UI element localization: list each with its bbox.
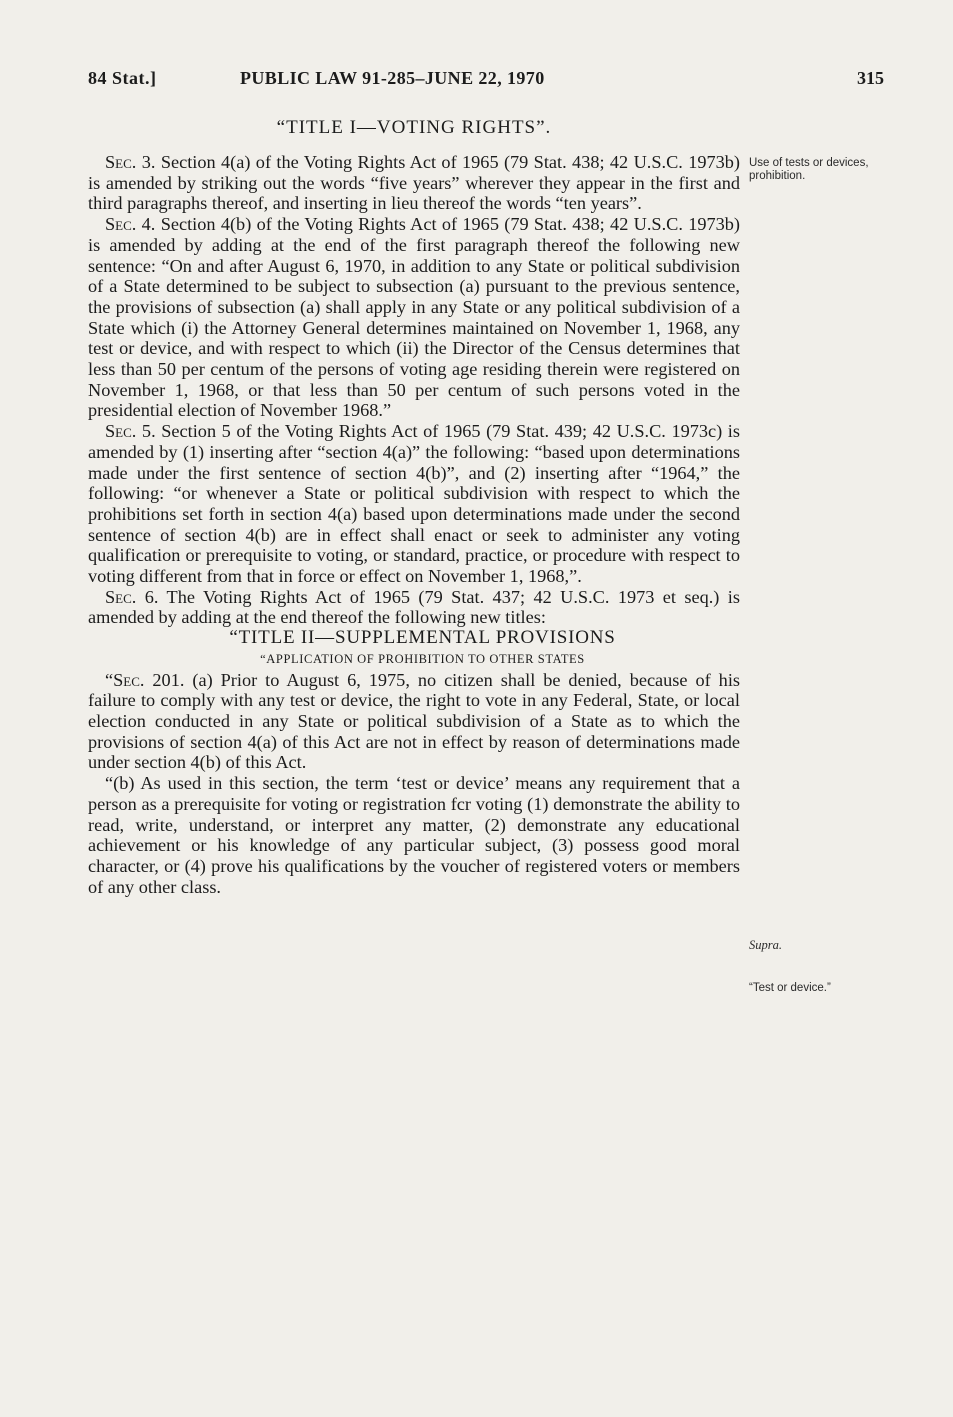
section-201-lead: “Sec. 201. [105, 669, 185, 690]
section-4-text: Section 4(b) of the Voting Rights Act of 1965 (79 Stat. 438; 42 U.S.C. 1973b) is amended by adding at the end of the first paragraph thereof the following new sentence: “On and after August 6, 1970, in addition to any State or political subdivision of a State determined to be subject to subsection (a) pursuant to the previous sentence, the provisions of subsection (a) shall apply in any State or any political subdivision of a State which (i) the Attorney General determines maintained on November 1, 1968, any test or device, and with respect to which (ii) the Director of the Census determines that less than 50 per centum of the persons of voting age residing therein were registered on November 1, 1968, or that less than 50 per centum of such persons voted in the presidential election of November 1968.” [88, 214, 740, 421]
section-3-paragraph [88, 152, 740, 214]
section-subheading [88, 649, 740, 670]
section-3-text: Section 4(a) of the Voting Rights Act of 1965 (79 Stat. 438; 42 U.S.C. 1973b) is amended by striking out the words “five years” wherever they appear in the first and third paragraphs thereof, and inserting in lieu thereof the words “ten years”. [88, 152, 740, 214]
section-5-lead: Sec. 5. [105, 421, 156, 442]
section-5-paragraph [88, 421, 740, 587]
running-header [88, 68, 884, 96]
section-4-lead: Sec. 4. [105, 214, 156, 235]
section-201a-paragraph [88, 670, 740, 774]
title-2-heading: “TITLE II—SUPPLEMENTAL PROVISIONS [229, 627, 616, 649]
section-6-text: The Voting Rights Act of 1965 (79 Stat. 437; 42 U.S.C. 1973 et seq.) is amended by adding at the end thereof the following new titles: [88, 586, 740, 628]
margin-note-test-or-device: “Test or device.” [749, 982, 831, 994]
section-6-lead: Sec. 6. [105, 586, 159, 607]
section-201b-text: “(b) As used in this section, the term ‘test or device’ means any requirement that a person as a prerequisite for voting or registration fcr voting (1) demonstrate the ability to read, write, understand, or interpret any matter, (2) demonstrate any educational achievement or his knowledge of any particular subject, (3) possess good moral character, or (4) prove his qualifications by the voucher of registered voters or members of any other class. [88, 773, 740, 897]
title-1-heading: “TITLE I—VOTING RIGHTS”. [276, 117, 552, 138]
public-law-title: PUBLIC LAW 91-285–JUNE 22, 1970 [240, 68, 545, 88]
statute-volume-label: 84 Stat.] [88, 68, 157, 88]
margin-note-tests-prohibition: Use of tests or devices, prohibition. [749, 157, 869, 182]
section-3-lead: Sec. 3. [105, 152, 156, 172]
section-5-text: Section 5 of the Voting Rights Act of 1965 (79 Stat. 439; 42 U.S.C. 1973c) is amended by (1) inserting after “section 4(a)” the following: “based upon determinations made under the first sentence of section 4(b)”, and (2) inserting after “1964,” the following: “or whenever a State or political subdivision with respect to which the prohibitions set forth in section 4(a) based upon determinations made under the second sentence of section 4(b) are in effect shall enact or seek to administer any voting qualification or prerequisite to voting, or standard, practice, or procedure with respect to voting different from that in force or effect on November 1, 1968,”. [88, 421, 740, 587]
section-201a-text: (a) Prior to August 6, 1975, no citizen shall be denied, because of his failure to comply with any test or device, the right to vote in any Federal, State, or local election conducted in any State or political subdivision of a State as to which the provisions of section 4(a) of this Act are not in effect by reason of determinations made under section 4(b) of this Act. [88, 669, 741, 773]
subheading-text: “APPLICATION OF PROHIBITION TO OTHER STATES [260, 651, 585, 666]
page-number: 315 [857, 68, 884, 88]
margin-note-supra: Supra. [749, 938, 782, 952]
section-4-paragraph [88, 214, 740, 421]
section-201b-paragraph [88, 773, 740, 897]
body-text [88, 152, 740, 897]
section-6-paragraph [88, 587, 740, 628]
